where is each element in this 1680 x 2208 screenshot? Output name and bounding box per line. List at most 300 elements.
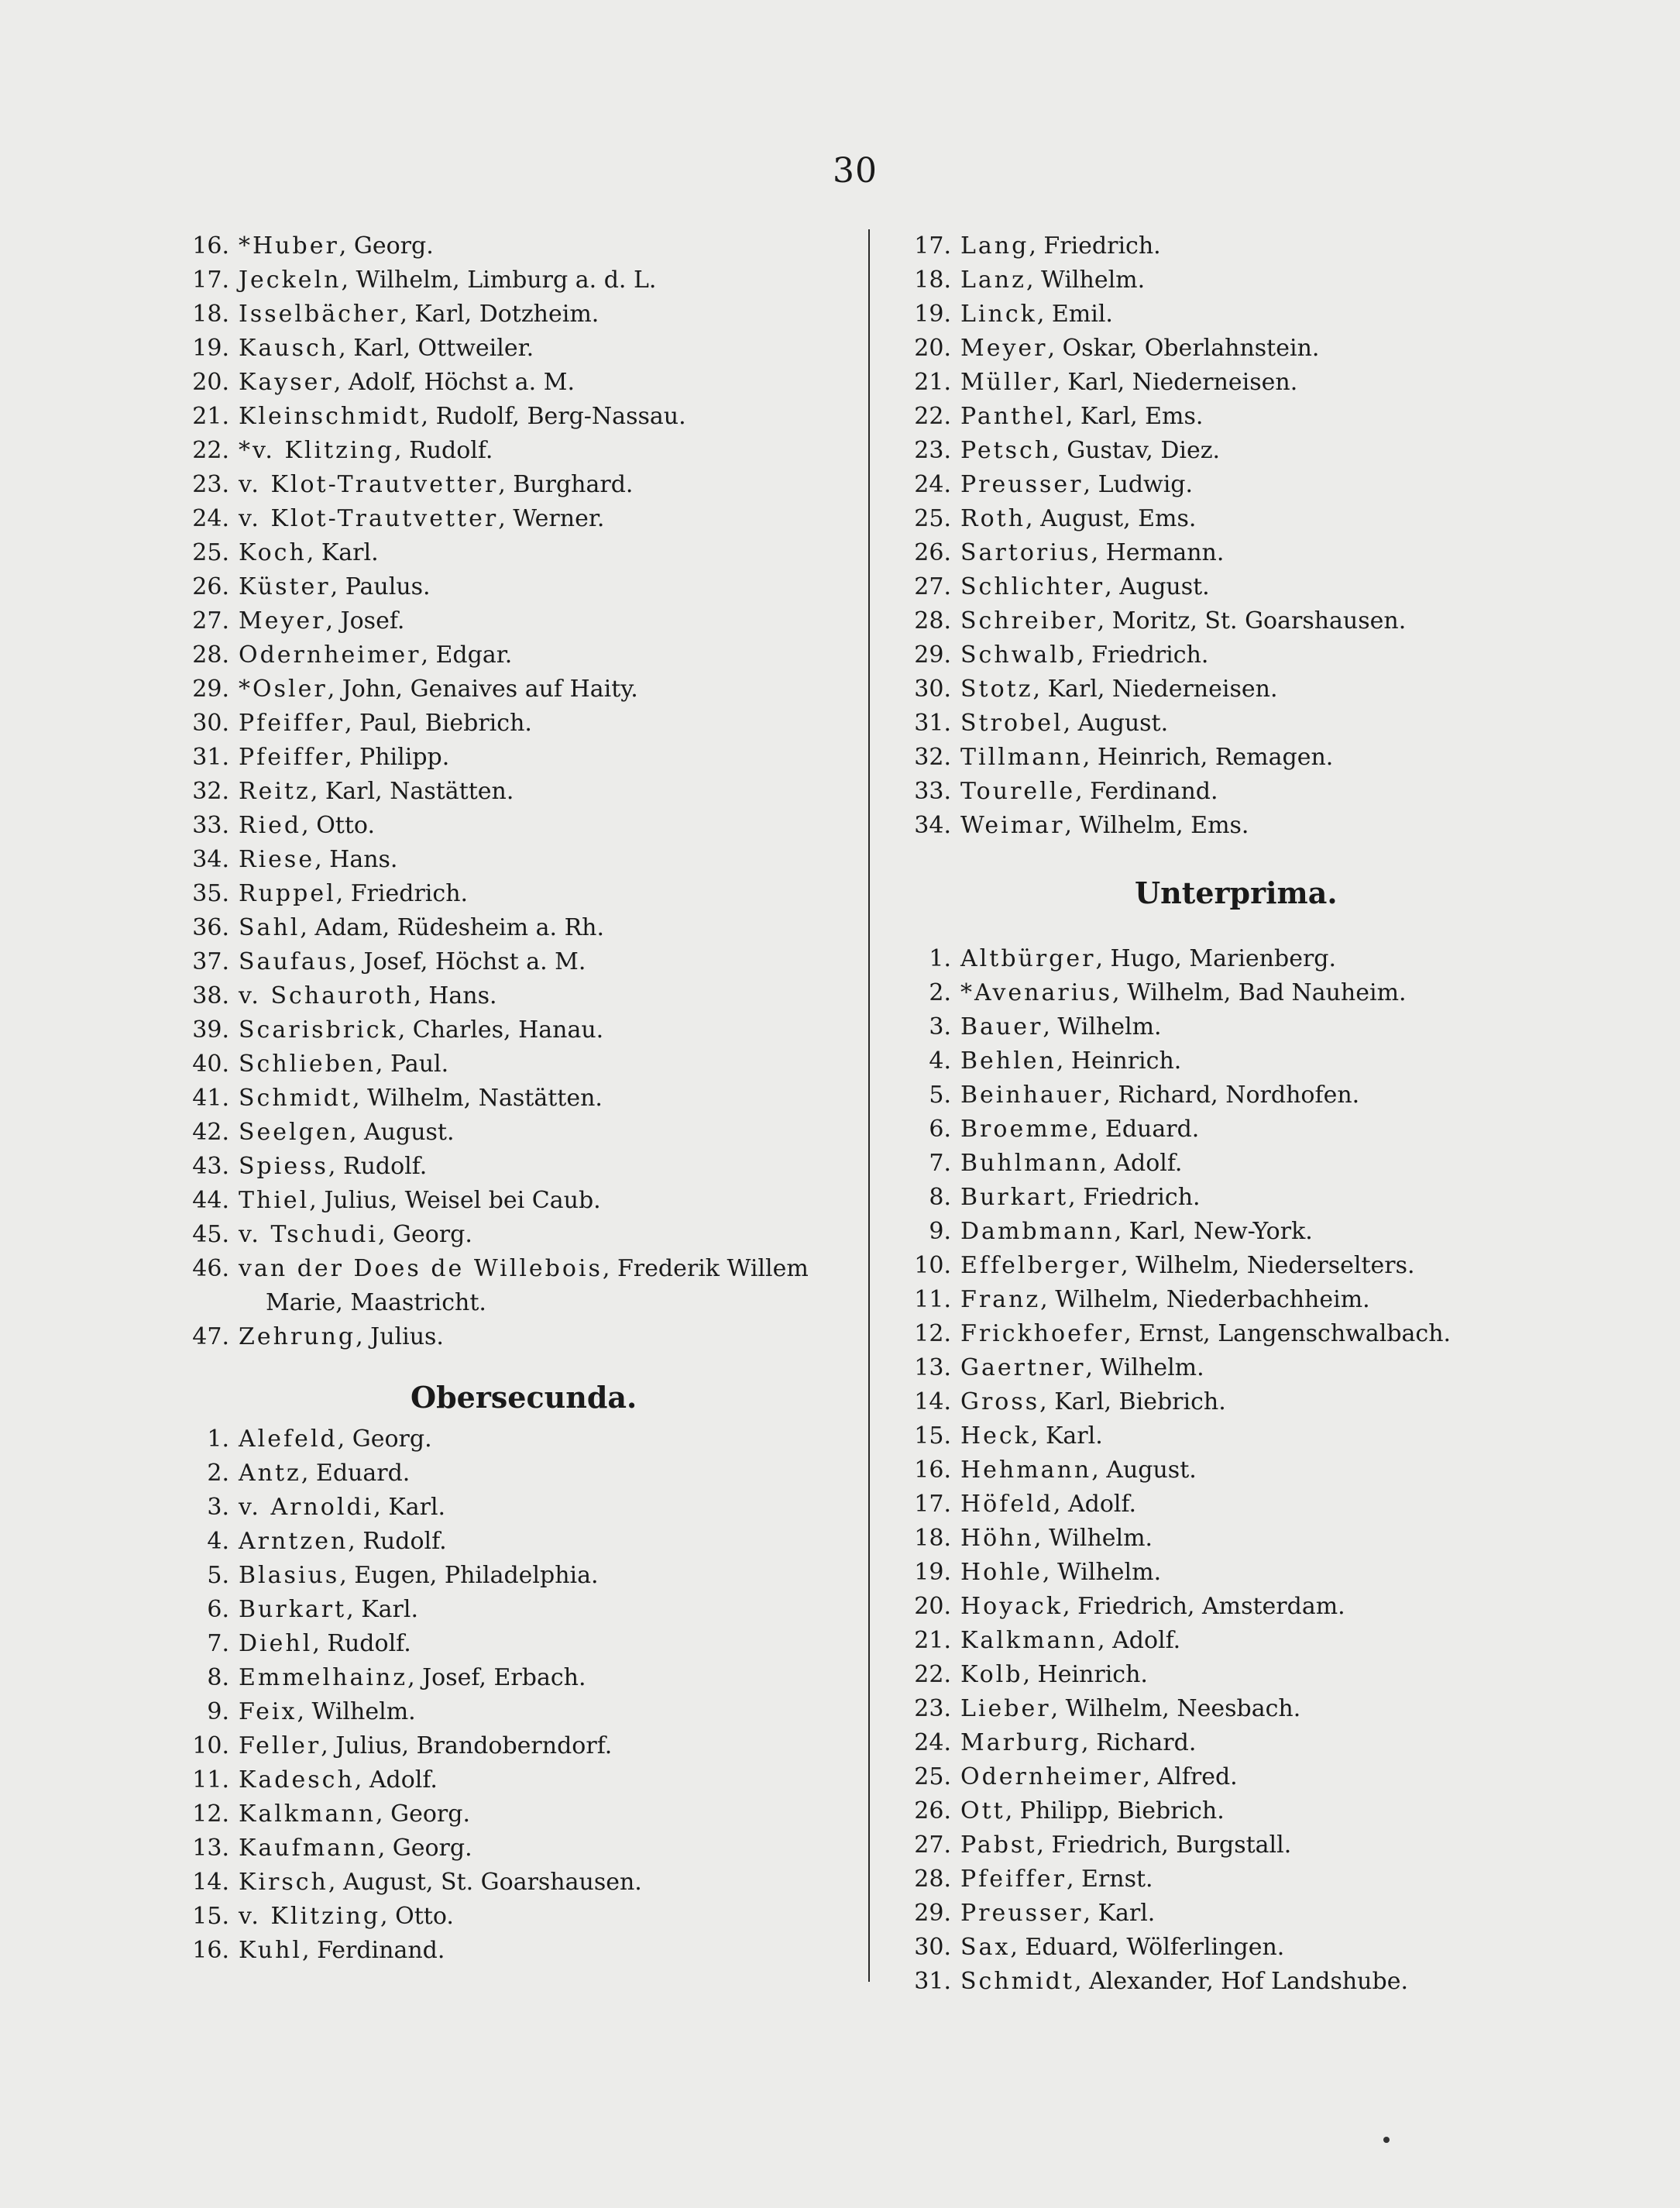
- list-item: [186, 468, 867, 502]
- entry-number: 20.: [192, 369, 229, 396]
- section-heading-unterprima: Unterprima.: [1135, 875, 1338, 910]
- list-item: [186, 911, 867, 945]
- entry-details: , Eduard.: [1090, 1116, 1200, 1143]
- entry-details: , Eugen, Philadelphia.: [339, 1562, 599, 1589]
- entry-number: 45.: [192, 1221, 229, 1248]
- entry-surname: Schlichter: [960, 573, 1105, 600]
- entry-details: , Paul.: [375, 1051, 449, 1078]
- entry-details: , Heinrich.: [1022, 1661, 1148, 1688]
- entry-details: , John, Genaives auf Haity.: [327, 676, 638, 703]
- entry-number: 6.: [207, 1596, 229, 1623]
- entry-details: , Burghard.: [498, 471, 634, 498]
- entry-details: , Rudolf.: [328, 1153, 428, 1180]
- entry-surname: Gaertner: [960, 1354, 1086, 1381]
- list-item: [186, 1934, 867, 1968]
- entry-details: , Karl.: [1083, 1900, 1156, 1927]
- entry-details: , Eduard, Wölferlingen.: [1010, 1934, 1285, 1961]
- list-item: [908, 229, 1551, 263]
- entry-details: , Emil.: [1036, 301, 1113, 328]
- list-item: [908, 1351, 1551, 1385]
- entry-surname: Frickhoefer: [960, 1320, 1125, 1347]
- entry-details: , Josef, Höchst a. M.: [349, 948, 586, 975]
- entry-number: 7.: [207, 1630, 229, 1657]
- entry-details: , Alexander, Hof Landshube.: [1074, 1968, 1408, 1995]
- entry-surname: Altbürger: [960, 945, 1096, 972]
- entry-number: 13.: [914, 1354, 951, 1381]
- entry-surname: Sartorius: [960, 539, 1091, 566]
- entry-surname: Strobel: [960, 710, 1063, 737]
- list-item: [908, 1181, 1551, 1215]
- entry-number: 15.: [914, 1422, 951, 1450]
- list-item: [186, 229, 867, 263]
- entry-surname: Höhn: [960, 1525, 1034, 1552]
- entry-details: , Karl, Ottweiler.: [338, 335, 534, 362]
- entry-number: 8.: [207, 1664, 229, 1691]
- entry-details: , Friedrich, Burgstall.: [1036, 1831, 1292, 1859]
- list-item: [908, 297, 1551, 332]
- entry-number: 24.: [914, 1729, 951, 1756]
- entry-surname: Jeckeln: [239, 267, 342, 294]
- entry-surname: Kalkmann: [239, 1800, 376, 1828]
- entry-number: 35.: [192, 880, 229, 907]
- entry-number: 21.: [914, 369, 951, 396]
- entry-details: , Georg.: [337, 1426, 432, 1453]
- entry-surname: Marburg: [960, 1729, 1082, 1756]
- right-column: [908, 229, 1551, 1999]
- entry-number: 12.: [914, 1320, 951, 1347]
- list-item: [186, 877, 867, 911]
- entry-details: , Oskar, Oberlahnstein.: [1047, 335, 1320, 362]
- list-item: [908, 976, 1551, 1010]
- entry-details: , Hugo, Marienberg.: [1095, 945, 1337, 972]
- list-item: [908, 942, 1551, 976]
- column-divider: [868, 229, 870, 1982]
- entry-number: 46.: [192, 1255, 229, 1282]
- list-item: [186, 570, 867, 604]
- entry-number: 17.: [914, 1491, 951, 1518]
- entry-surname: Pfeiffer: [239, 710, 345, 737]
- entry-number: 31.: [914, 1968, 951, 1995]
- list-item: [908, 1147, 1551, 1181]
- section-heading-obersecunda: Obersecunda.: [411, 1380, 637, 1415]
- entry-details: , Karl.: [346, 1596, 419, 1623]
- list-item: [908, 434, 1551, 468]
- list-item: [908, 1317, 1551, 1351]
- entry-surname: Sax: [960, 1934, 1011, 1961]
- entry-number: 32.: [192, 778, 229, 805]
- entry-number: 18.: [192, 301, 229, 328]
- entry-details: , Karl.: [306, 539, 379, 566]
- entry-number: 30.: [914, 1934, 951, 1961]
- entry-number: 16.: [914, 1457, 951, 1484]
- entry-surname: Riese: [239, 846, 315, 873]
- entry-surname: Diehl: [239, 1630, 313, 1657]
- entry-details: , Georg.: [376, 1800, 470, 1828]
- entry-details: , Gustav, Diez.: [1052, 437, 1221, 464]
- list-item: [186, 741, 867, 775]
- list-item: [186, 1831, 867, 1866]
- entry-number: 26.: [192, 573, 229, 600]
- entry-number: 22.: [914, 1661, 951, 1688]
- entry-details: , Wilhelm.: [1033, 1525, 1153, 1552]
- entry-surname: v. Schauroth: [239, 982, 414, 1009]
- entry-surname: Heck: [960, 1422, 1031, 1450]
- entry-surname: Spiess: [239, 1153, 328, 1180]
- list-item: [186, 366, 867, 400]
- list-item: [908, 502, 1551, 536]
- list-item: [908, 741, 1551, 775]
- entry-surname: Bauer: [960, 1013, 1043, 1040]
- list-unterprima: [908, 942, 1551, 1999]
- entry-details: , Philipp, Biebrich.: [1005, 1797, 1225, 1825]
- entry-details: , Julius, Brandoberndorf.: [321, 1732, 613, 1759]
- entry-details: , Wilhelm.: [297, 1698, 416, 1725]
- list-item: [186, 1797, 867, 1831]
- entry-details: , Hans.: [314, 846, 398, 873]
- list-item: [908, 1965, 1551, 1999]
- entry-surname: Pfeiffer: [960, 1866, 1067, 1893]
- entry-details: , Ferdinand.: [302, 1937, 445, 1964]
- entry-details: , Julius, Weisel bei Caub.: [309, 1187, 601, 1214]
- list-item: [186, 1729, 867, 1763]
- list-item: [908, 1897, 1551, 1931]
- entry-number: 25.: [914, 1763, 951, 1790]
- entry-surname: Emmelhainz: [239, 1664, 408, 1691]
- list-item: [186, 1900, 867, 1934]
- list-item: [908, 1931, 1551, 1965]
- entry-number: 34.: [192, 846, 229, 873]
- list-item: [186, 1763, 867, 1797]
- entry-number: 19.: [914, 301, 951, 328]
- entry-surname: Burkart: [239, 1596, 347, 1623]
- entry-details: , August, St. Goarshausen.: [328, 1869, 642, 1896]
- entry-number: 38.: [192, 982, 229, 1009]
- entry-number: 22.: [192, 437, 229, 464]
- entry-details: , Wilhelm, Ems.: [1064, 812, 1249, 839]
- entry-number: 16.: [192, 1937, 229, 1964]
- entry-surname: Petsch: [960, 437, 1053, 464]
- entry-details: , Wilhelm.: [1026, 267, 1146, 294]
- entry-details: , Wilhelm, Limburg a. d. L.: [341, 267, 657, 294]
- entry-surname: Gross: [960, 1388, 1040, 1415]
- entry-number: 18.: [914, 267, 951, 294]
- list-item: [186, 1184, 867, 1218]
- entry-number: 11.: [192, 1766, 229, 1794]
- list-item: [186, 945, 867, 979]
- entry-number: 28.: [192, 641, 229, 669]
- list-item: [908, 1010, 1551, 1044]
- entry-number: 5.: [929, 1082, 951, 1109]
- list-item: [908, 638, 1551, 672]
- list-item: [186, 1525, 867, 1559]
- entry-number: 30.: [192, 710, 229, 737]
- entry-surname: v. Tschudi: [239, 1221, 378, 1248]
- entry-details: , Wilhelm.: [1042, 1559, 1162, 1586]
- entry-surname: Höfeld: [960, 1491, 1053, 1518]
- entry-surname: Feller: [239, 1732, 321, 1759]
- list-item: [186, 434, 867, 468]
- entry-number: 17.: [914, 232, 951, 260]
- list-item: [908, 1487, 1551, 1522]
- entry-number: 5.: [207, 1562, 229, 1589]
- entry-number: 6.: [929, 1116, 951, 1143]
- list-item: [908, 604, 1551, 638]
- list-item: [186, 1866, 867, 1900]
- list-item: [908, 707, 1551, 741]
- list-item: [908, 1522, 1551, 1556]
- entry-number: 17.: [192, 267, 229, 294]
- entry-surname: v. Arnoldi: [239, 1494, 374, 1521]
- entry-surname: v. Klot-Trautvetter: [239, 471, 499, 498]
- entry-surname: Saufaus: [239, 948, 349, 975]
- list-item: [186, 263, 867, 297]
- entry-number: 2.: [929, 979, 951, 1006]
- entry-details: , Edgar.: [421, 641, 513, 669]
- list-item: [908, 1283, 1551, 1317]
- entry-details: , Hans.: [414, 982, 497, 1009]
- list-item: [186, 1320, 867, 1354]
- entry-details: , Wilhelm.: [1085, 1354, 1204, 1381]
- entry-details: , Heinrich.: [1056, 1047, 1182, 1075]
- list-item: [908, 1828, 1551, 1862]
- entry-details: , Karl, New-York.: [1114, 1218, 1313, 1245]
- entry-details: , Karl, Niederneisen.: [1032, 676, 1278, 703]
- entry-details: , Friedrich, Amsterdam.: [1063, 1593, 1345, 1620]
- list-item: [186, 1593, 867, 1627]
- entry-surname: Lang: [960, 232, 1029, 260]
- list-item: [186, 1082, 867, 1116]
- entry-number: 16.: [192, 232, 229, 260]
- entry-number: 12.: [192, 1800, 229, 1828]
- entry-number: 10.: [192, 1732, 229, 1759]
- entry-details: , Ernst.: [1066, 1866, 1153, 1893]
- entry-details: , Karl.: [1030, 1422, 1103, 1450]
- entry-number: 29.: [192, 676, 229, 703]
- entry-surname: Küster: [239, 573, 331, 600]
- entry-number: 19.: [192, 335, 229, 362]
- entry-details: , Georg.: [377, 1835, 472, 1862]
- entry-number: 2.: [207, 1460, 229, 1487]
- entry-surname: Odernheimer: [239, 641, 421, 669]
- entry-number: 14.: [192, 1869, 229, 1896]
- entry-details: , Josef, Erbach.: [407, 1664, 586, 1691]
- entry-details: , Karl, Biebrich.: [1039, 1388, 1226, 1415]
- list-item: [908, 366, 1551, 400]
- entry-number: 8.: [929, 1184, 951, 1211]
- entry-details: , Karl, Nastätten.: [310, 778, 514, 805]
- list-continued-class: [186, 229, 867, 1286]
- entry-details: , Adolf.: [1099, 1150, 1183, 1177]
- entry-surname: v. Klitzing: [239, 1903, 381, 1930]
- entry-number: 27.: [192, 607, 229, 635]
- list-item: [186, 1013, 867, 1047]
- list-item: [908, 1249, 1551, 1283]
- list-item: [908, 1556, 1551, 1590]
- list-item: [186, 809, 867, 843]
- entry-surname: Stotz: [960, 676, 1033, 703]
- entry-number: 34.: [914, 812, 951, 839]
- list-item: [186, 1457, 867, 1491]
- entry-number: 28.: [914, 1866, 951, 1893]
- entry-details: , Friedrich.: [335, 880, 469, 907]
- entry-surname: Thiel: [239, 1187, 310, 1214]
- entry-details: , Paulus.: [330, 573, 431, 600]
- entry-number: 9.: [207, 1698, 229, 1725]
- entry-surname: Tourelle: [960, 778, 1076, 805]
- list-item: [186, 1491, 867, 1525]
- list-item: [908, 263, 1551, 297]
- entry-surname: Preusser: [960, 471, 1084, 498]
- entry-surname: Sahl: [239, 914, 301, 941]
- entry-surname: Koch: [239, 539, 307, 566]
- list-item: [186, 502, 867, 536]
- entry-details: , Karl.: [373, 1494, 446, 1521]
- entry-details: , Otto.: [380, 1903, 454, 1930]
- entry-number: 10.: [914, 1252, 951, 1279]
- entry-surname: Kalkmann: [960, 1627, 1098, 1654]
- entry-surname: Kleinschmidt: [239, 403, 421, 430]
- entry-surname: Blasius: [239, 1562, 340, 1589]
- entry-number: 11.: [914, 1286, 951, 1313]
- entry-surname: Meyer: [960, 335, 1048, 362]
- entry-number: 15.: [192, 1903, 229, 1930]
- entry-details: , Richard, Nordhofen.: [1103, 1082, 1360, 1109]
- entry-surname: Kadesch: [239, 1766, 355, 1794]
- entry-details: , Georg.: [338, 232, 434, 260]
- list-item-continuation: Marie, Maastricht.: [266, 1289, 486, 1316]
- entry-surname: Arntzen: [239, 1528, 349, 1555]
- list-item: [186, 1661, 867, 1695]
- entry-number: 43.: [192, 1153, 229, 1180]
- list-item: [908, 570, 1551, 604]
- entry-number: 1.: [207, 1426, 229, 1453]
- entry-surname: Schreiber: [960, 607, 1098, 635]
- list-item: [186, 297, 867, 332]
- entry-surname: Burkart: [960, 1184, 1069, 1211]
- entry-details: , August.: [1105, 573, 1210, 600]
- entry-number: 23.: [914, 1695, 951, 1722]
- list-item: [908, 1794, 1551, 1828]
- entry-details: , Wilhelm, Neesbach.: [1050, 1695, 1301, 1722]
- list-item: [908, 672, 1551, 707]
- entry-surname: Kausch: [239, 335, 339, 362]
- list-item: [908, 1760, 1551, 1794]
- entry-surname: Zehrung: [239, 1323, 356, 1350]
- entry-number: 29.: [914, 641, 951, 669]
- entry-surname: Müller: [960, 369, 1053, 396]
- entry-number: 30.: [914, 676, 951, 703]
- entry-details: , Hermann.: [1091, 539, 1225, 566]
- entry-number: 27.: [914, 573, 951, 600]
- entry-number: 23.: [192, 471, 229, 498]
- entry-surname: *v. Klitzing: [239, 437, 395, 464]
- entry-number: 20.: [914, 335, 951, 362]
- list-item: [186, 1559, 867, 1593]
- list-item: [908, 1215, 1551, 1249]
- entry-number: 22.: [914, 403, 951, 430]
- entry-details: , Philipp.: [344, 744, 450, 771]
- entry-details: , Adolf.: [1098, 1627, 1181, 1654]
- entry-details: , Wilhelm, Bad Nauheim.: [1112, 979, 1407, 1006]
- entry-surname: van der Does de Willebois: [239, 1255, 603, 1282]
- entry-surname: Pfeiffer: [239, 744, 345, 771]
- entry-details: , Eduard.: [301, 1460, 411, 1487]
- entry-details: , Karl, Dotzheim.: [400, 301, 600, 328]
- entry-details: , Friedrich.: [1029, 232, 1161, 260]
- list-item: [908, 1453, 1551, 1487]
- entry-surname: Lieber: [960, 1695, 1051, 1722]
- entry-surname: Antz: [239, 1460, 301, 1487]
- entry-details: , Rudolf.: [394, 437, 493, 464]
- entry-surname: Meyer: [239, 607, 326, 635]
- entry-surname: Hoyack: [960, 1593, 1063, 1620]
- entry-number: 24.: [914, 471, 951, 498]
- entry-surname: Ried: [239, 812, 302, 839]
- list-continued-class-right: [908, 229, 1551, 843]
- list-item: [186, 536, 867, 570]
- list-item: [908, 1113, 1551, 1147]
- entry-details: , Alfred.: [1142, 1763, 1238, 1790]
- entry-details: , Wilhelm.: [1043, 1013, 1162, 1040]
- entry-surname: Hehmann: [960, 1457, 1092, 1484]
- list-item: [186, 1116, 867, 1150]
- entry-number: 25.: [192, 539, 229, 566]
- entry-details: , Wilhelm, Nastätten.: [352, 1085, 603, 1112]
- entry-details: , Moritz, St. Goarshausen.: [1097, 607, 1407, 635]
- entry-number: 18.: [914, 1525, 951, 1552]
- list-item: [908, 1078, 1551, 1113]
- entry-details: , Josef.: [325, 607, 405, 635]
- list-item: [186, 400, 867, 434]
- entry-details: , Rudolf.: [312, 1630, 411, 1657]
- entry-details: , Adolf.: [1053, 1491, 1137, 1518]
- entry-number: 28.: [914, 607, 951, 635]
- list-item: [186, 1047, 867, 1082]
- entry-details: , Ferdinand.: [1075, 778, 1218, 805]
- list-item: [908, 775, 1551, 809]
- entry-details: , Ludwig.: [1083, 471, 1194, 498]
- entry-details: , Werner.: [498, 505, 605, 532]
- list-item: [908, 1044, 1551, 1078]
- list-item: [908, 1692, 1551, 1726]
- entry-surname: Behlen: [960, 1047, 1056, 1075]
- entry-number: 9.: [929, 1218, 951, 1245]
- entry-number: 24.: [192, 505, 229, 532]
- entry-surname: Preusser: [960, 1900, 1084, 1927]
- entry-surname: Panthel: [960, 403, 1066, 430]
- entry-number: 20.: [914, 1593, 951, 1620]
- entry-number: 3.: [207, 1494, 229, 1521]
- entry-surname: Reitz: [239, 778, 311, 805]
- entry-surname: Hohle: [960, 1559, 1043, 1586]
- entry-details: , Wilhelm, Niederbachheim.: [1040, 1286, 1370, 1313]
- entry-details: , August.: [1063, 710, 1169, 737]
- entry-number: 25.: [914, 505, 951, 532]
- list-item: [908, 400, 1551, 434]
- entry-number: 31.: [914, 710, 951, 737]
- entry-surname: *Huber: [239, 232, 339, 260]
- entry-surname: Schmidt: [239, 1085, 352, 1112]
- list-obersecunda: [186, 1422, 867, 1968]
- entry-details: , August.: [349, 1119, 455, 1146]
- entry-number: 32.: [914, 744, 951, 771]
- entry-number: 13.: [192, 1835, 229, 1862]
- entry-number: 27.: [914, 1831, 951, 1859]
- entry-number: 4.: [207, 1528, 229, 1555]
- entry-details: , Karl, Ems.: [1065, 403, 1204, 430]
- list-item: [186, 707, 867, 741]
- entry-number: 37.: [192, 948, 229, 975]
